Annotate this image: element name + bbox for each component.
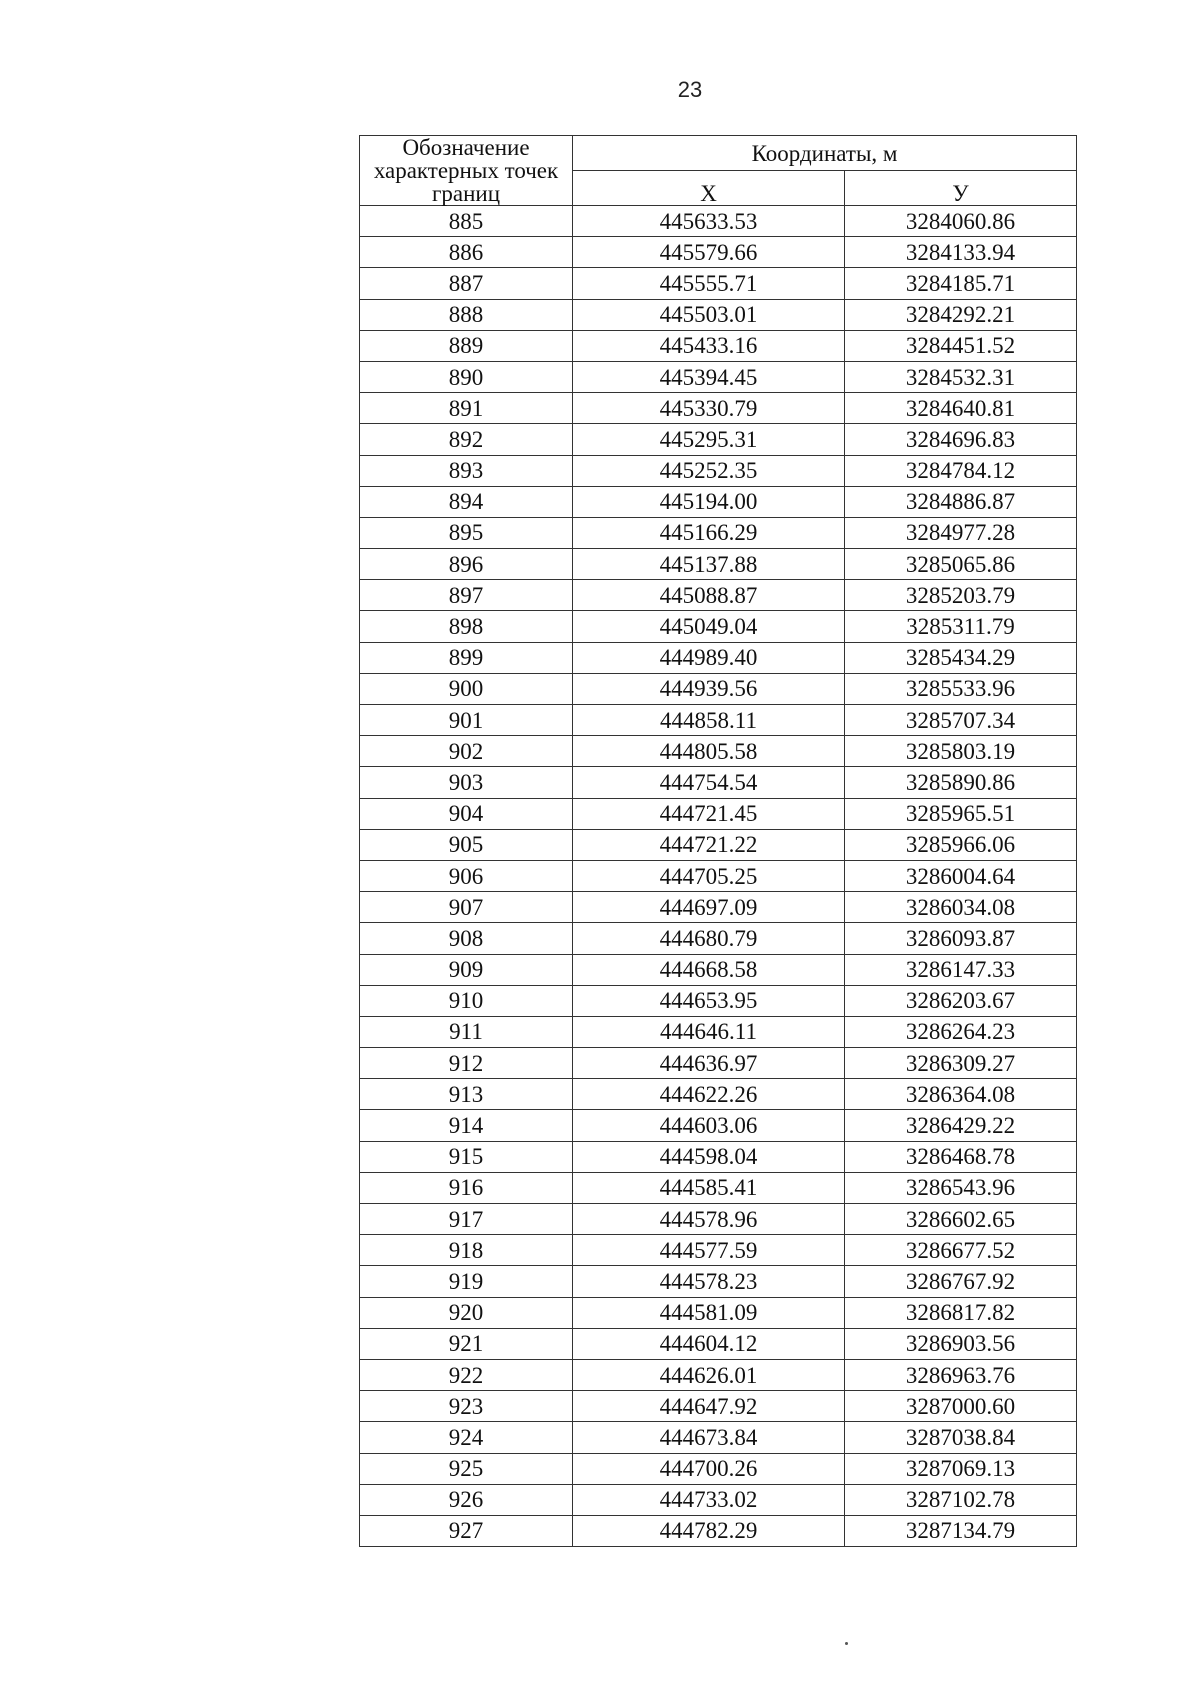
point-id-cell: 917 bbox=[360, 1204, 573, 1235]
x-coordinate-cell: 444680.79 bbox=[573, 923, 845, 954]
table-row bbox=[360, 1422, 1077, 1453]
x-coordinate-cell: 445137.88 bbox=[573, 549, 845, 580]
x-coordinate-cell: 444673.84 bbox=[573, 1422, 845, 1453]
x-coordinate-cell: 444598.04 bbox=[573, 1141, 845, 1172]
point-id-cell: 909 bbox=[360, 954, 573, 985]
y-coordinate-cell: 3284784.12 bbox=[845, 455, 1077, 486]
table-row bbox=[360, 767, 1077, 798]
x-coordinate-cell: 444989.40 bbox=[573, 642, 845, 673]
table-row bbox=[360, 361, 1077, 392]
point-id-cell: 914 bbox=[360, 1110, 573, 1141]
table-row bbox=[360, 455, 1077, 486]
x-coordinate-cell: 445252.35 bbox=[573, 455, 845, 486]
y-coordinate-cell: 3285966.06 bbox=[845, 829, 1077, 860]
y-coordinate-cell: 3286147.33 bbox=[845, 954, 1077, 985]
point-id-cell: 922 bbox=[360, 1359, 573, 1390]
table-body bbox=[360, 206, 1077, 1547]
y-coordinate-cell: 3286364.08 bbox=[845, 1079, 1077, 1110]
table-row bbox=[360, 330, 1077, 361]
point-id-cell: 907 bbox=[360, 892, 573, 923]
table-row bbox=[360, 1204, 1077, 1235]
table-row bbox=[360, 1172, 1077, 1203]
table-row bbox=[360, 923, 1077, 954]
x-coordinate-cell: 444705.25 bbox=[573, 860, 845, 891]
header-point-designation: Обозначение характерных точек границ bbox=[360, 136, 573, 206]
header-coordinates-group: Координаты, м bbox=[573, 136, 1077, 171]
x-coordinate-cell: 444805.58 bbox=[573, 736, 845, 767]
x-coordinate-cell: 444585.41 bbox=[573, 1172, 845, 1203]
header-row-top bbox=[360, 136, 1077, 171]
table-row bbox=[360, 1235, 1077, 1266]
y-coordinate-cell: 3285533.96 bbox=[845, 673, 1077, 704]
y-coordinate-cell: 3287069.13 bbox=[845, 1453, 1077, 1484]
table-row bbox=[360, 1515, 1077, 1546]
table-row bbox=[360, 1141, 1077, 1172]
y-coordinate-cell: 3284696.83 bbox=[845, 424, 1077, 455]
table-header bbox=[360, 136, 1077, 206]
table-row bbox=[360, 268, 1077, 299]
x-coordinate-cell: 444721.45 bbox=[573, 798, 845, 829]
table-row bbox=[360, 206, 1077, 237]
x-coordinate-cell: 445049.04 bbox=[573, 611, 845, 642]
point-id-cell: 890 bbox=[360, 361, 573, 392]
x-coordinate-cell: 444578.96 bbox=[573, 1204, 845, 1235]
x-coordinate-cell: 444700.26 bbox=[573, 1453, 845, 1484]
point-id-cell: 913 bbox=[360, 1079, 573, 1110]
y-coordinate-cell: 3286093.87 bbox=[845, 923, 1077, 954]
table-row bbox=[360, 1453, 1077, 1484]
point-id-cell: 916 bbox=[360, 1172, 573, 1203]
y-coordinate-cell: 3286543.96 bbox=[845, 1172, 1077, 1203]
table-row bbox=[360, 829, 1077, 860]
point-id-cell: 903 bbox=[360, 767, 573, 798]
point-id-cell: 892 bbox=[360, 424, 573, 455]
point-id-cell: 924 bbox=[360, 1422, 573, 1453]
point-id-cell: 906 bbox=[360, 860, 573, 891]
coordinates-table bbox=[359, 135, 1077, 1547]
y-coordinate-cell: 3286468.78 bbox=[845, 1141, 1077, 1172]
y-coordinate-cell: 3286817.82 bbox=[845, 1297, 1077, 1328]
y-coordinate-cell: 3286309.27 bbox=[845, 1048, 1077, 1079]
point-id-cell: 899 bbox=[360, 642, 573, 673]
y-coordinate-cell: 3284133.94 bbox=[845, 237, 1077, 268]
x-coordinate-cell: 445394.45 bbox=[573, 361, 845, 392]
x-coordinate-cell: 444653.95 bbox=[573, 985, 845, 1016]
point-id-cell: 911 bbox=[360, 1016, 573, 1047]
point-id-cell: 898 bbox=[360, 611, 573, 642]
table-row bbox=[360, 705, 1077, 736]
x-coordinate-cell: 445503.01 bbox=[573, 299, 845, 330]
y-coordinate-cell: 3286429.22 bbox=[845, 1110, 1077, 1141]
point-id-cell: 887 bbox=[360, 268, 573, 299]
table-row bbox=[360, 1048, 1077, 1079]
table-row bbox=[360, 611, 1077, 642]
y-coordinate-cell: 3285965.51 bbox=[845, 798, 1077, 829]
table-row bbox=[360, 673, 1077, 704]
x-coordinate-cell: 445330.79 bbox=[573, 393, 845, 424]
y-coordinate-cell: 3284451.52 bbox=[845, 330, 1077, 361]
y-coordinate-cell: 3285890.86 bbox=[845, 767, 1077, 798]
point-id-cell: 895 bbox=[360, 517, 573, 548]
table-row bbox=[360, 1016, 1077, 1047]
table-row bbox=[360, 299, 1077, 330]
point-id-cell: 919 bbox=[360, 1266, 573, 1297]
point-id-cell: 927 bbox=[360, 1515, 573, 1546]
y-coordinate-cell: 3286677.52 bbox=[845, 1235, 1077, 1266]
table-row bbox=[360, 642, 1077, 673]
x-coordinate-cell: 445579.66 bbox=[573, 237, 845, 268]
point-id-cell: 918 bbox=[360, 1235, 573, 1266]
x-coordinate-cell: 444721.22 bbox=[573, 829, 845, 860]
x-coordinate-cell: 444647.92 bbox=[573, 1391, 845, 1422]
table-row bbox=[360, 424, 1077, 455]
y-coordinate-cell: 3285203.79 bbox=[845, 580, 1077, 611]
table-row bbox=[360, 985, 1077, 1016]
y-coordinate-cell: 3286963.76 bbox=[845, 1359, 1077, 1390]
y-coordinate-cell: 3286264.23 bbox=[845, 1016, 1077, 1047]
table-row bbox=[360, 486, 1077, 517]
y-coordinate-cell: 3284060.86 bbox=[845, 206, 1077, 237]
x-coordinate-cell: 444668.58 bbox=[573, 954, 845, 985]
point-id-cell: 900 bbox=[360, 673, 573, 704]
x-coordinate-cell: 445166.29 bbox=[573, 517, 845, 548]
x-coordinate-cell: 444646.11 bbox=[573, 1016, 845, 1047]
x-coordinate-cell: 444636.97 bbox=[573, 1048, 845, 1079]
point-id-cell: 920 bbox=[360, 1297, 573, 1328]
x-coordinate-cell: 444604.12 bbox=[573, 1328, 845, 1359]
point-id-cell: 921 bbox=[360, 1328, 573, 1359]
y-coordinate-cell: 3287102.78 bbox=[845, 1484, 1077, 1515]
point-id-cell: 885 bbox=[360, 206, 573, 237]
table-row bbox=[360, 1297, 1077, 1328]
x-coordinate-cell: 444578.23 bbox=[573, 1266, 845, 1297]
y-coordinate-cell: 3286004.64 bbox=[845, 860, 1077, 891]
y-coordinate-cell: 3284532.31 bbox=[845, 361, 1077, 392]
x-coordinate-cell: 445555.71 bbox=[573, 268, 845, 299]
x-coordinate-cell: 445633.53 bbox=[573, 206, 845, 237]
y-coordinate-cell: 3286034.08 bbox=[845, 892, 1077, 923]
point-id-cell: 910 bbox=[360, 985, 573, 1016]
table-row bbox=[360, 892, 1077, 923]
point-id-cell: 923 bbox=[360, 1391, 573, 1422]
point-id-cell: 896 bbox=[360, 549, 573, 580]
table-row bbox=[360, 1110, 1077, 1141]
x-coordinate-cell: 444603.06 bbox=[573, 1110, 845, 1141]
point-id-cell: 925 bbox=[360, 1453, 573, 1484]
x-coordinate-cell: 444733.02 bbox=[573, 1484, 845, 1515]
table-row bbox=[360, 860, 1077, 891]
point-id-cell: 901 bbox=[360, 705, 573, 736]
y-coordinate-cell: 3287038.84 bbox=[845, 1422, 1077, 1453]
point-id-cell: 891 bbox=[360, 393, 573, 424]
y-coordinate-cell: 3286203.67 bbox=[845, 985, 1077, 1016]
table-row bbox=[360, 1079, 1077, 1110]
x-coordinate-cell: 445295.31 bbox=[573, 424, 845, 455]
table-row bbox=[360, 237, 1077, 268]
table-row bbox=[360, 580, 1077, 611]
y-coordinate-cell: 3284977.28 bbox=[845, 517, 1077, 548]
point-id-cell: 886 bbox=[360, 237, 573, 268]
y-coordinate-cell: 3286602.65 bbox=[845, 1204, 1077, 1235]
y-coordinate-cell: 3286767.92 bbox=[845, 1266, 1077, 1297]
x-coordinate-cell: 445433.16 bbox=[573, 330, 845, 361]
y-coordinate-cell: 3284886.87 bbox=[845, 486, 1077, 517]
table-row bbox=[360, 1484, 1077, 1515]
point-id-cell: 889 bbox=[360, 330, 573, 361]
table-row bbox=[360, 1359, 1077, 1390]
point-id-cell: 908 bbox=[360, 923, 573, 954]
x-coordinate-cell: 444622.26 bbox=[573, 1079, 845, 1110]
point-id-cell: 905 bbox=[360, 829, 573, 860]
point-id-cell: 888 bbox=[360, 299, 573, 330]
table-row bbox=[360, 393, 1077, 424]
x-coordinate-cell: 444858.11 bbox=[573, 705, 845, 736]
x-coordinate-cell: 444577.59 bbox=[573, 1235, 845, 1266]
y-coordinate-cell: 3285311.79 bbox=[845, 611, 1077, 642]
y-coordinate-cell: 3284185.71 bbox=[845, 268, 1077, 299]
point-id-cell: 894 bbox=[360, 486, 573, 517]
point-id-cell: 926 bbox=[360, 1484, 573, 1515]
header-y: У bbox=[845, 171, 1077, 206]
x-coordinate-cell: 444939.56 bbox=[573, 673, 845, 704]
table-row bbox=[360, 1328, 1077, 1359]
table-row bbox=[360, 1391, 1077, 1422]
table-row bbox=[360, 954, 1077, 985]
table-row bbox=[360, 736, 1077, 767]
y-coordinate-cell: 3285707.34 bbox=[845, 705, 1077, 736]
header-x: Х bbox=[573, 171, 845, 206]
point-id-cell: 904 bbox=[360, 798, 573, 829]
y-coordinate-cell: 3285803.19 bbox=[845, 736, 1077, 767]
x-coordinate-cell: 444626.01 bbox=[573, 1359, 845, 1390]
y-coordinate-cell: 3284292.21 bbox=[845, 299, 1077, 330]
y-coordinate-cell: 3287000.60 bbox=[845, 1391, 1077, 1422]
x-coordinate-cell: 445088.87 bbox=[573, 580, 845, 611]
x-coordinate-cell: 444697.09 bbox=[573, 892, 845, 923]
table-row bbox=[360, 517, 1077, 548]
scan-speck bbox=[845, 1642, 848, 1645]
point-id-cell: 893 bbox=[360, 455, 573, 486]
y-coordinate-cell: 3287134.79 bbox=[845, 1515, 1077, 1546]
x-coordinate-cell: 444581.09 bbox=[573, 1297, 845, 1328]
table-row bbox=[360, 798, 1077, 829]
point-id-cell: 902 bbox=[360, 736, 573, 767]
point-id-cell: 897 bbox=[360, 580, 573, 611]
point-id-cell: 915 bbox=[360, 1141, 573, 1172]
page-number: 23 bbox=[677, 77, 703, 102]
y-coordinate-cell: 3284640.81 bbox=[845, 393, 1077, 424]
table-row bbox=[360, 1266, 1077, 1297]
y-coordinate-cell: 3285434.29 bbox=[845, 642, 1077, 673]
x-coordinate-cell: 444754.54 bbox=[573, 767, 845, 798]
y-coordinate-cell: 3285065.86 bbox=[845, 549, 1077, 580]
y-coordinate-cell: 3286903.56 bbox=[845, 1328, 1077, 1359]
x-coordinate-cell: 444782.29 bbox=[573, 1515, 845, 1546]
x-coordinate-cell: 445194.00 bbox=[573, 486, 845, 517]
point-id-cell: 912 bbox=[360, 1048, 573, 1079]
table-row bbox=[360, 549, 1077, 580]
